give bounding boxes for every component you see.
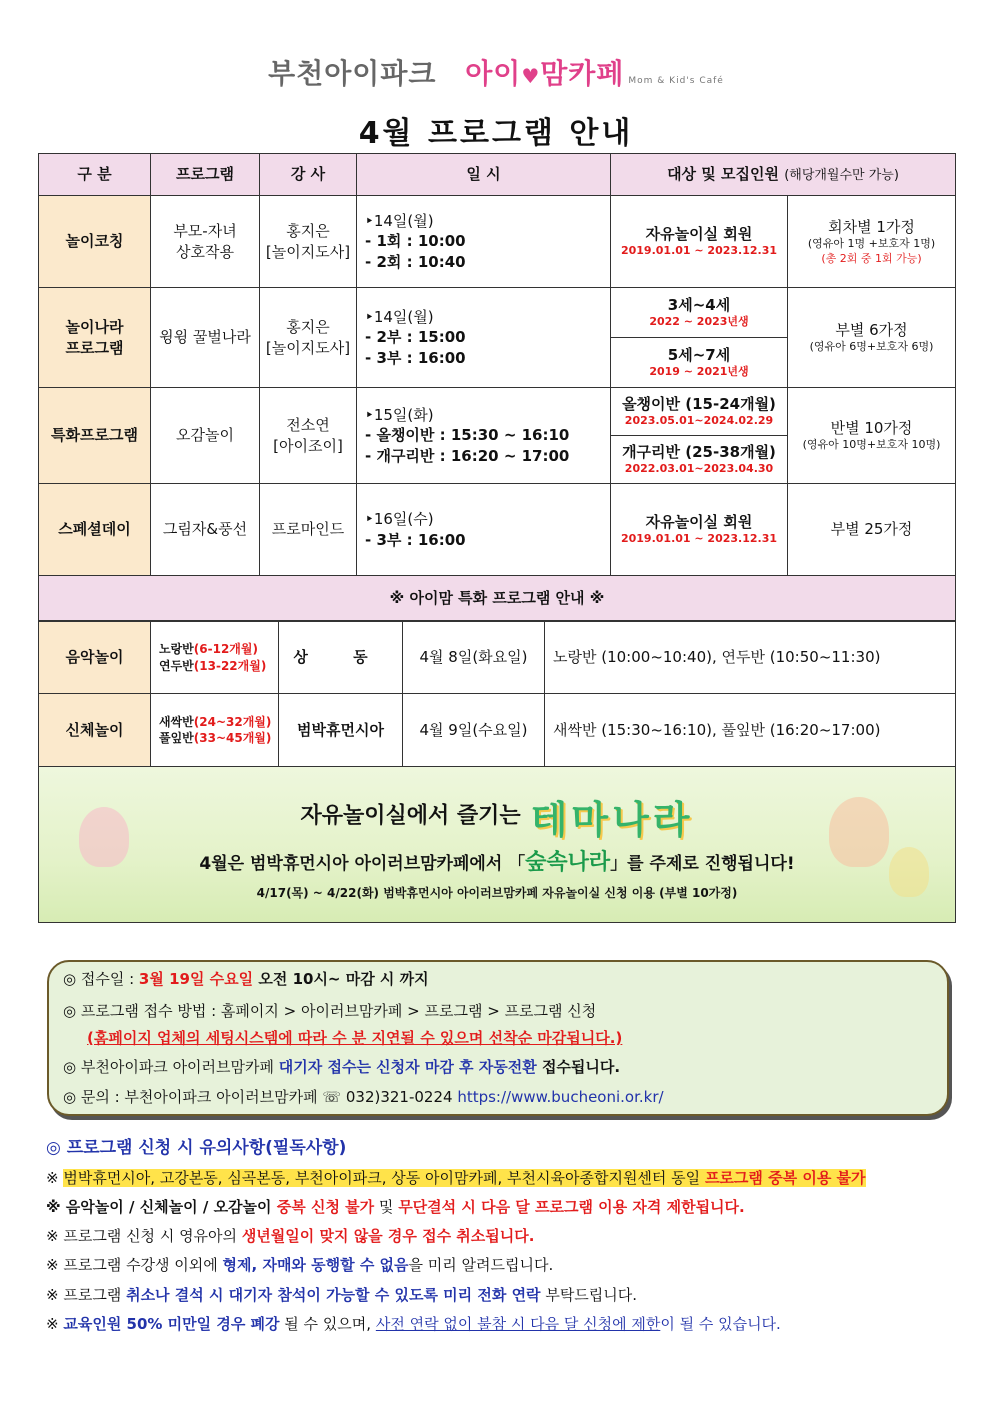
heart-icon: ♥: [521, 64, 541, 88]
row-program: 윙윙 꿀벌나라: [151, 288, 260, 388]
row-target-a: 올챙이반 (15-24개월) 2023.05.01~2024.02.29: [611, 388, 788, 436]
row-category: 놀이코칭: [39, 196, 151, 288]
logo: [0, 52, 992, 92]
row-target-b: 개구리반 (25-38개월) 2022.03.01~2023.04.30: [611, 436, 788, 484]
soop-logo: 숲속나라: [525, 850, 611, 875]
note-item: ※ 프로그램 신청 시 영유아의 생년월일이 맞지 않을 경우 접수 취소됩니다.: [46, 1227, 535, 1245]
info-line-2: ◎ 프로그램 접수 방법 : 홈페이지 > 아이러브맘카페 > 프로그램 > 프로그램 신청: [63, 1002, 597, 1020]
row-instructor: 프로마인드: [260, 484, 357, 576]
note-item: ※ 범박휴먼시아, 고강본동, 심곡본동, 부천아이파크, 상동 아이맘카페, 부천시육아종합지원센터 동일 프로그램 중복 이용 불가: [46, 1169, 866, 1187]
program-table: [38, 153, 956, 621]
row-target-a: 3세~4세 2022 ~ 2023년생: [611, 288, 788, 338]
special-classes: 새싹반(24~32개월) 풀잎반(33~45개월): [151, 694, 279, 767]
row-capacity: 반별 10가정 (영유아 10명+보호자 10명): [788, 388, 956, 484]
special-schedule: 노랑반 (10:00~10:40), 연두반 (10:50~11:30): [545, 622, 956, 694]
cafe-name-1: 아이: [465, 57, 522, 90]
header-target: 대상 및 모집인원 (해당개월수만 가능): [611, 154, 956, 196]
row-datetime: ‣15일(화) - 올챙이반 : 15:30 ~ 16:10 - 개구리반 : 16:20 ~ 17:00: [357, 388, 611, 484]
special-classes: 노랑반(6-12개월) 연두반(13-22개월): [151, 622, 279, 694]
table-row: [39, 196, 956, 288]
table-row: [39, 388, 956, 436]
table-header: [39, 154, 956, 196]
row-category: 스페셜데이: [39, 484, 151, 576]
info-line-5: ◎ 문의 : 부천아이파크 아이러브맘카페 ☏ 032)321-0224 https://www.bucheoni.or.kr/: [63, 1088, 664, 1106]
special-category: 신체놀이: [39, 694, 151, 767]
row-category: 놀이나라 프로그램: [39, 288, 151, 388]
info-line-4: ◎ 부천아이파크 아이러브맘카페 대기자 접수는 신청자 마감 후 자동전환 접수됩니다.: [63, 1058, 621, 1076]
row-instructor: 홍지은 [놀이지도사]: [260, 288, 357, 388]
note-item: ※ 음악놀이 / 신체놀이 / 오감놀이 중복 신청 불가 및 무단결석 시 다음 달 프로그램 이용 자격 제한됩니다.: [46, 1198, 745, 1216]
header-note: (해당개월수만 가능): [784, 168, 899, 184]
info-line-3: (홈페이지 업체의 세팅시스템에 따라 수 분 지연될 수 있으며 선착순 마감됩니다.): [87, 1029, 623, 1047]
row-target-b: 5세~7세 2019 ~ 2021년생: [611, 338, 788, 388]
header-program: 프로그램: [151, 154, 260, 196]
info-line-1: ◎ 접수일 : 3월 19일 수요일 오전 10시~ 마감 시 까지: [63, 970, 429, 988]
tema-logo: 테마나라: [530, 798, 694, 842]
row-target: 자유놀이실 회원 2019.01.01 ~ 2023.12.31: [611, 484, 788, 576]
notes-title: ◎ 프로그램 신청 시 유의사항(필독사항): [46, 1138, 347, 1158]
banner-line-2: 4월은 범박휴먼시아 아이러브맘카페에서 「숲속나라」를 주제로 진행됩니다!: [199, 850, 795, 875]
special-date: 4월 9일(수요일): [403, 694, 545, 767]
row-category: 특화프로그램: [39, 388, 151, 484]
row-program: 그림자&풍선: [151, 484, 260, 576]
header-datetime: 일 시: [357, 154, 611, 196]
table-row: [39, 288, 956, 338]
special-table: [38, 621, 956, 767]
page-title: 4월 프로그램 안내: [358, 116, 634, 151]
row-instructor: 전소연 [아이조이]: [260, 388, 357, 484]
special-section-title: ※ 아이맘 특화 프로그램 안내 ※: [39, 576, 956, 621]
note-item: ※ 교육인원 50% 미만일 경우 폐강 될 수 있으며, 사전 연락 없이 불참 시 다음 달 신청에 제한이 될 수 있습니다.: [46, 1315, 781, 1333]
row-program: 부모-자녀 상호작용: [151, 196, 260, 288]
table-row: [39, 484, 956, 576]
special-row: [39, 622, 956, 694]
info-box: [47, 960, 949, 1116]
header-category: 구 분: [39, 154, 151, 196]
cafe-logo: [465, 57, 724, 90]
special-schedule: 새싹반 (15:30~16:10), 풀잎반 (16:20~17:00): [545, 694, 956, 767]
row-capacity: 회차별 1가정 (영유아 1명 +보호자 1명) (총 2회 중 1회 가능): [788, 196, 956, 288]
row-instructor: 홍지은 [놀이지도사]: [260, 196, 357, 288]
row-datetime: ‣14일(월) - 1회 : 10:00 - 2회 : 10:40: [357, 196, 611, 288]
special-date: 4월 8일(화요일): [403, 622, 545, 694]
tema-banner: [38, 767, 956, 923]
header-instructor: 강 사: [260, 154, 357, 196]
special-place: 범박휴먼시아: [279, 694, 403, 767]
banner-line-1: 자유놀이실에서 즐기는 테마나라: [300, 798, 694, 842]
row-capacity: 부별 25가정: [788, 484, 956, 576]
cafe-sub: Mom & Kid's Café: [628, 76, 724, 86]
note-item: ※ 프로그램 취소나 결석 시 대기자 참석이 가능할 수 있도록 미리 전화 연락 부탁드립니다.: [46, 1286, 638, 1304]
website-link[interactable]: https://www.bucheoni.or.kr/: [457, 1088, 664, 1106]
row-datetime: ‣14일(월) - 2부 : 15:00 - 3부 : 16:00: [357, 288, 611, 388]
row-datetime: ‣16일(수) - 3부 : 16:00: [357, 484, 611, 576]
row-capacity: 부별 6가정 (영유아 6명+보호자 6명): [788, 288, 956, 388]
special-category: 음악놀이: [39, 622, 151, 694]
note-item: ※ 프로그램 수강생 이외에 형제, 자매와 동행할 수 없음을 미리 알려드립니다.: [46, 1256, 554, 1274]
banner-line-3: 4/17(목) ~ 4/22(화) 범박휴먼시아 아이러브맘카페 자유놀이실 신청 이용 (부별 10가정): [256, 886, 738, 900]
special-place: 상 동: [279, 622, 403, 694]
cafe-name-2: 맘카페: [540, 57, 625, 90]
row-program: 오감놀이: [151, 388, 260, 484]
row-target: 자유놀이실 회원 2019.01.01 ~ 2023.12.31: [611, 196, 788, 288]
special-row: [39, 694, 956, 767]
park-name: 부천아이파크: [268, 57, 437, 90]
